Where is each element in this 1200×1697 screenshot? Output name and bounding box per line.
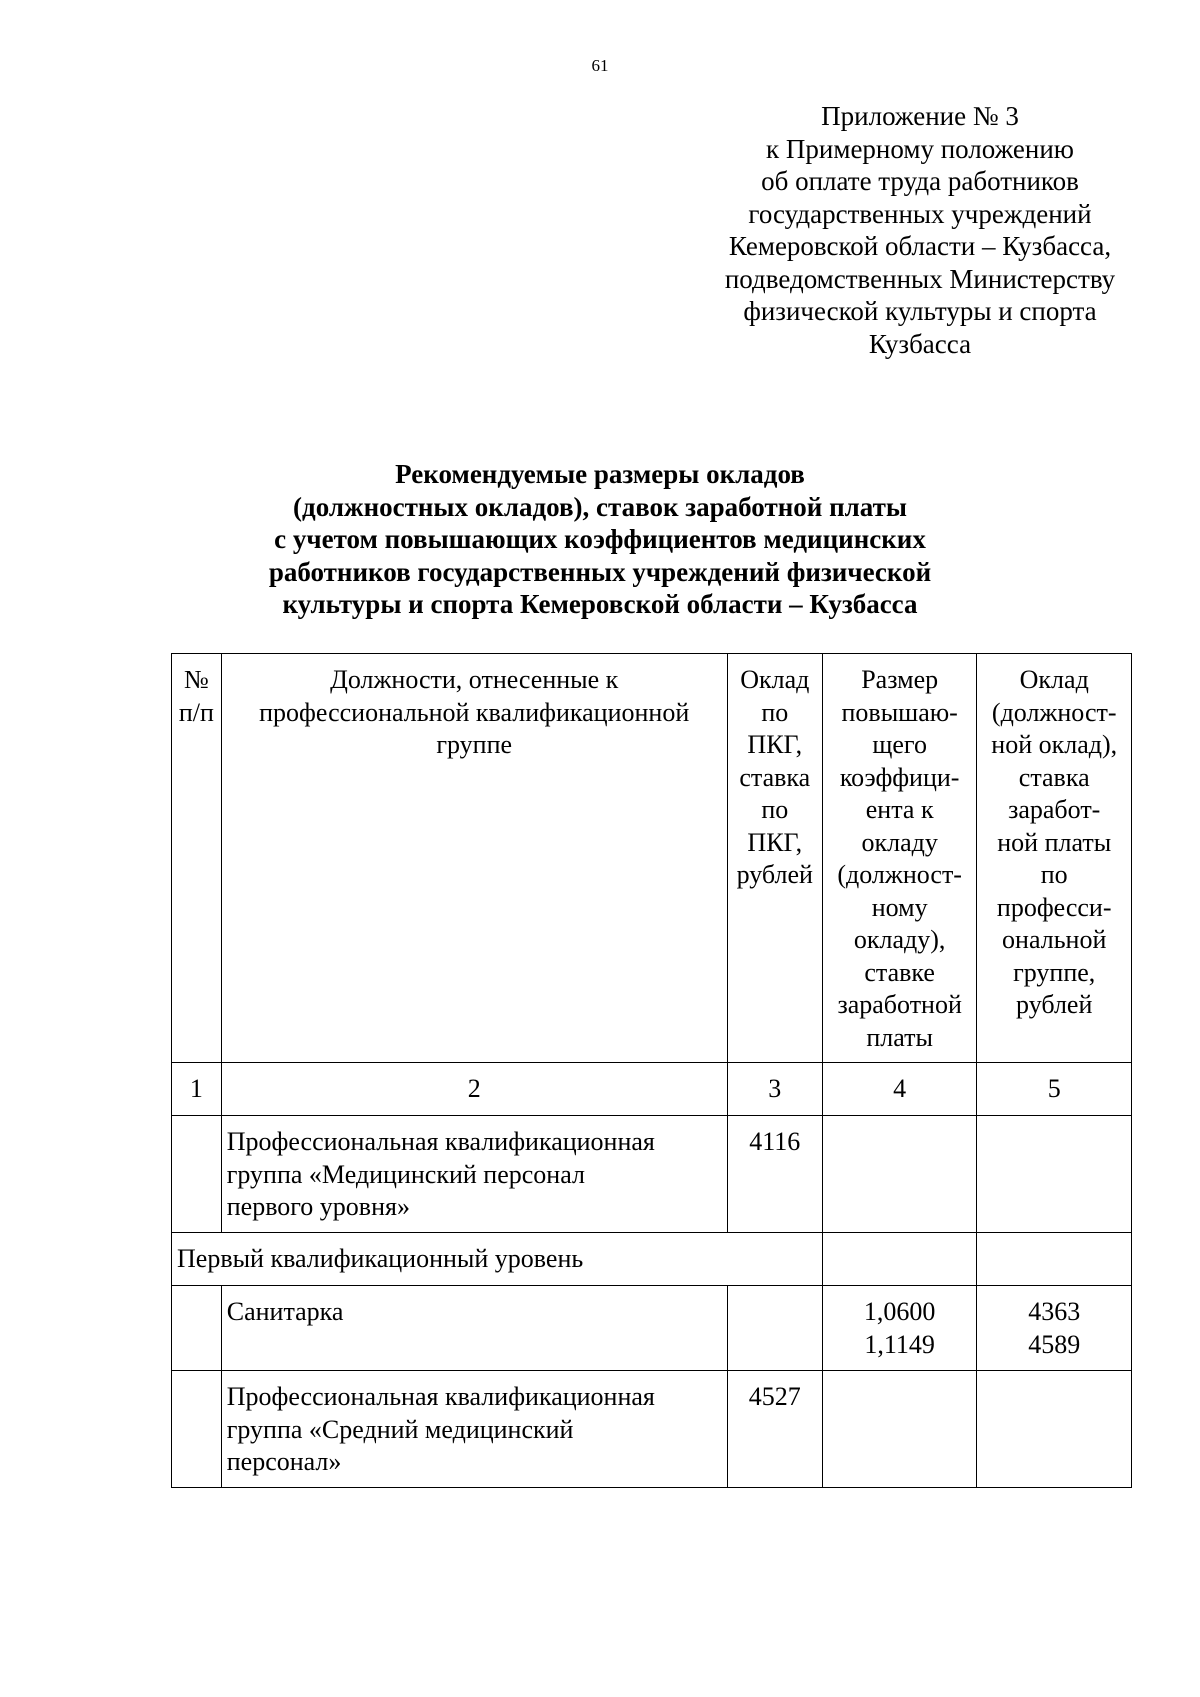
column-number: 2: [221, 1063, 727, 1116]
row-number: [172, 1286, 222, 1371]
appendix-line: Кемеровской области – Кузбасса,: [728, 231, 1112, 261]
row-number: [172, 1116, 222, 1233]
column-number: 1: [172, 1063, 222, 1116]
row-base-salary: [727, 1286, 822, 1371]
row-total-salary: [977, 1371, 1132, 1488]
appendix-line: государственных учреждений: [748, 198, 1092, 229]
salary-table: [171, 653, 1132, 1488]
header-base-salary: Оклад по ПКГ, ставка по ПКГ, рублей: [727, 654, 822, 1063]
title-line: работников государственных учреждений физической: [268, 556, 932, 587]
row-position: Санитарка: [221, 1286, 727, 1371]
empty-cell: [822, 1233, 977, 1286]
column-number: 4: [822, 1063, 977, 1116]
appendix-line: физической культуры и спорта: [743, 296, 1097, 326]
row-total-salary: [977, 1116, 1132, 1233]
header-number: № п/п: [172, 654, 222, 1063]
title-line: культуры и спорта Кемеровской области – Кузбасса: [282, 589, 918, 619]
column-numbers-row: [172, 1063, 1132, 1116]
appendix-line: к Примерному положению: [766, 133, 1074, 164]
title-line: с учетом повышающих коэффициентов медицинских: [274, 524, 926, 554]
appendix-line: Приложение № 3: [821, 101, 1019, 131]
table-row: [172, 1371, 1132, 1488]
appendix-line: подведомственных Министерству: [724, 263, 1116, 294]
row-position: Профессиональная квалификационная группа «Средний медицинский персонал»: [221, 1371, 727, 1488]
appendix-line: об оплате труда работников: [761, 166, 1079, 196]
qualification-level: Первый квалификационный уровень: [172, 1233, 823, 1286]
row-position: Профессиональная квалификационная группа «Медицинский персонал первого уровня»: [221, 1116, 727, 1233]
header-coefficient: Размер повышаю- щего коэффици- ента к окладу (должност- ному окладу), ставке заработной платы: [822, 654, 977, 1063]
row-base-salary: 4527: [727, 1371, 822, 1488]
title-line: Рекомендуемые размеры окладов: [395, 459, 805, 489]
column-number: 3: [727, 1063, 822, 1116]
empty-cell: [977, 1233, 1132, 1286]
appendix-block: [690, 100, 1150, 360]
table-row-level: [172, 1233, 1132, 1286]
document-title: [150, 458, 1050, 621]
row-coefficient: 1,0600 1,1149: [822, 1286, 977, 1371]
row-coefficient: [822, 1116, 977, 1233]
table-row: [172, 1286, 1132, 1371]
row-base-salary: 4116: [727, 1116, 822, 1233]
header-position: Должности, отнесенные к профессиональной квалификационной группе: [221, 654, 727, 1063]
row-coefficient: [822, 1371, 977, 1488]
table-header-row: [172, 654, 1132, 1063]
column-number: 5: [977, 1063, 1132, 1116]
table-row: [172, 1116, 1132, 1233]
header-total-salary: Оклад (должност- ной оклад), ставка заработ- ной платы по професси- ональной группе, рублей: [977, 654, 1132, 1063]
row-total-salary: 4363 4589: [977, 1286, 1132, 1371]
appendix-line: Кузбасса: [868, 328, 972, 359]
row-number: [172, 1371, 222, 1488]
title-line: (должностных окладов), ставок заработной платы: [293, 491, 907, 522]
page-number: 61: [591, 56, 609, 75]
